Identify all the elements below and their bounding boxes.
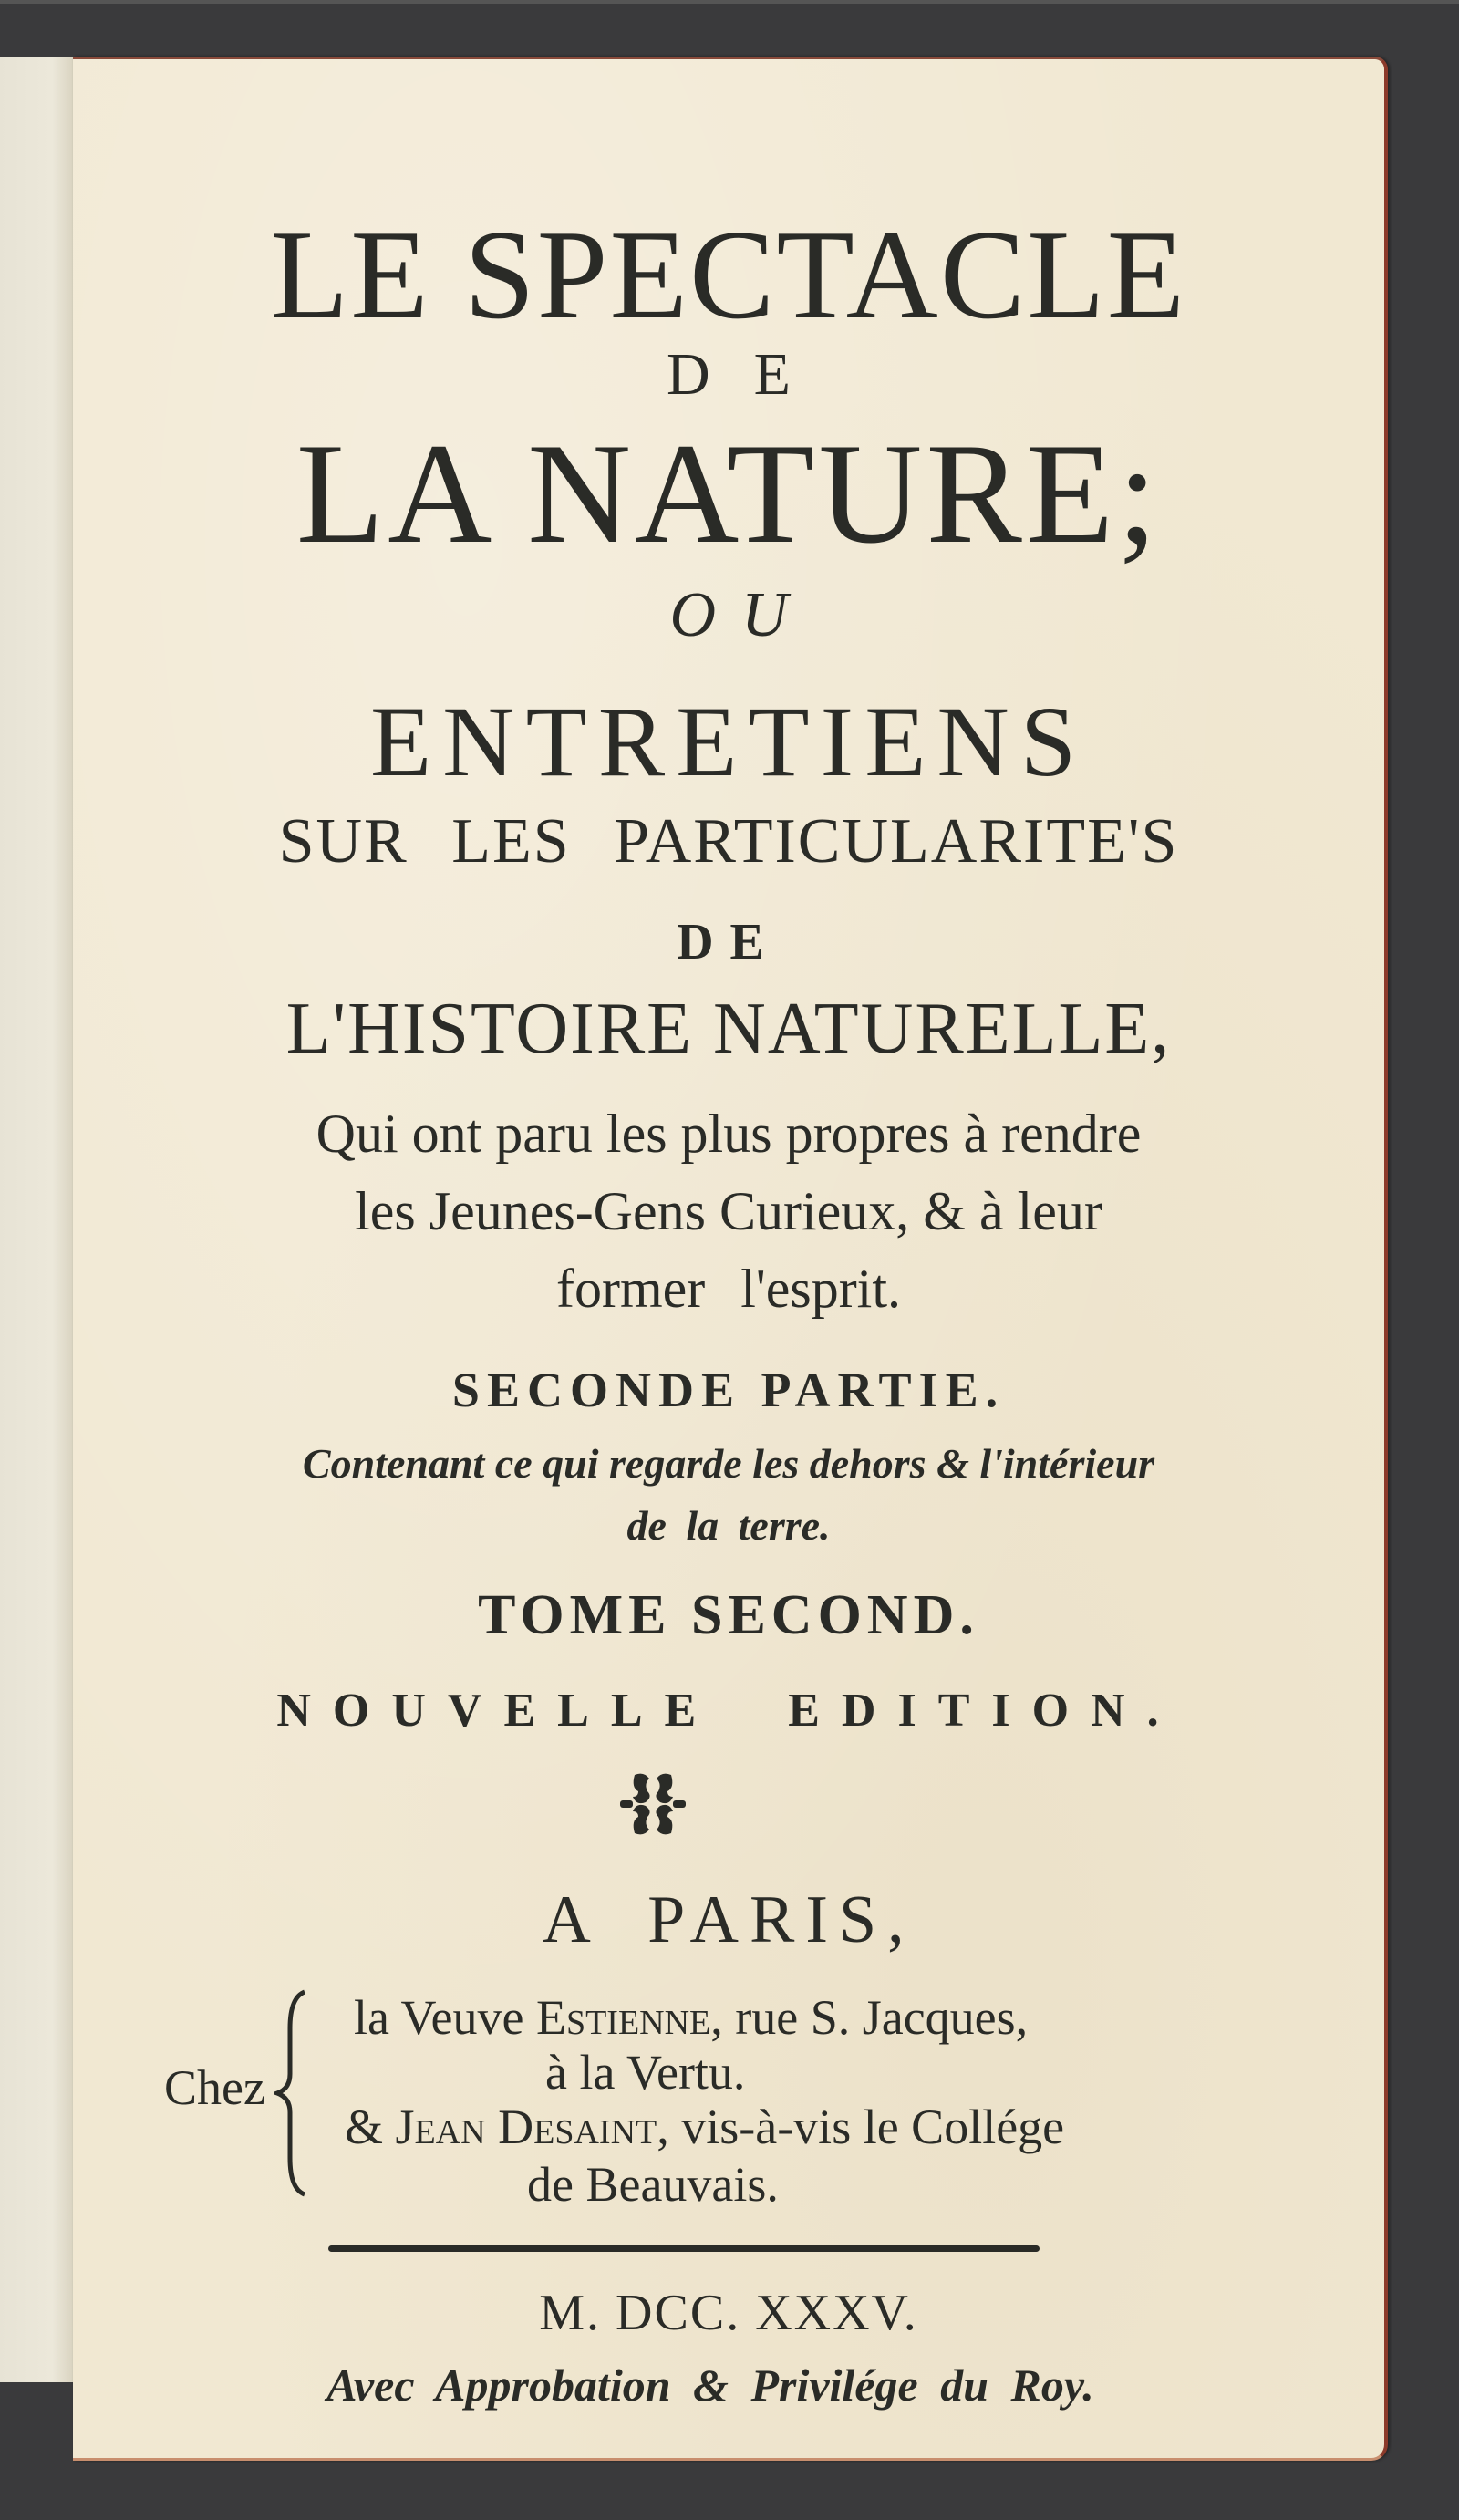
title-line-de-2: DE [677, 914, 781, 970]
publisher-2 [345, 2102, 1064, 2152]
publisher-1-address: , rue S. Jacques, [710, 1990, 1029, 2045]
title-line-de: DE [667, 341, 834, 408]
publisher-2-address: , vis-à-vis le Collége [657, 2100, 1065, 2154]
imprint-city: A PARIS, [542, 1882, 916, 1957]
scan-top-border [0, 0, 1459, 4]
volume-label: TOME SECOND. [478, 1584, 979, 1646]
title-line-histoire: L'HISTOIRE NATURELLE, [285, 989, 1172, 1069]
title-line-nature: LA NATURE; [295, 414, 1162, 574]
publisher-1-name: Estienne [535, 1990, 711, 2045]
facing-flyleaf [0, 57, 77, 2382]
curly-brace-icon [274, 1988, 310, 2198]
subtitle-line-2: les Jeunes-Gens Curieux, & à leur [355, 1181, 1102, 1241]
imprint-chez: Chez [164, 2060, 265, 2115]
publication-date: M. DCC. XXXV. [539, 2285, 918, 2341]
subtitle-line-3: former l'esprit. [555, 1259, 902, 1319]
title-line-particularites: SUR LES PARTICULARITE'S [278, 806, 1179, 876]
publisher-2-place: de Beauvais. [527, 2157, 779, 2212]
publisher-2-prefix: & [345, 2100, 396, 2154]
part-description-2: de la terre. [626, 1502, 831, 1549]
title-line-spectacle: LE SPECTACLE [270, 204, 1187, 346]
part-label: SECONDE PARTIE. [451, 1363, 1006, 1417]
publisher-1-prefix: la Veuve [354, 1990, 536, 2045]
publisher-1-sign: à la Vertu. [545, 2045, 746, 2100]
title-line-entretiens: ENTRETIENS [369, 686, 1087, 797]
title-line-ou: OU [669, 580, 813, 650]
subtitle-line-1: Qui ont paru les plus propres à rendre [316, 1104, 1142, 1164]
privilege-line: Avec Approbation & Privilége du Roy. [326, 2359, 1094, 2411]
publisher-2-name: Jean Desaint [395, 2100, 657, 2154]
part-description-1: Contenant ce qui regarde les dehors & l'intérieur [302, 1440, 1155, 1487]
edition-label: NOUVELLE EDITION. [276, 1685, 1181, 1737]
horizontal-rule [328, 2245, 1040, 2252]
fleuron-ornament-icon [616, 1768, 689, 1841]
publisher-1 [354, 1990, 1029, 2045]
